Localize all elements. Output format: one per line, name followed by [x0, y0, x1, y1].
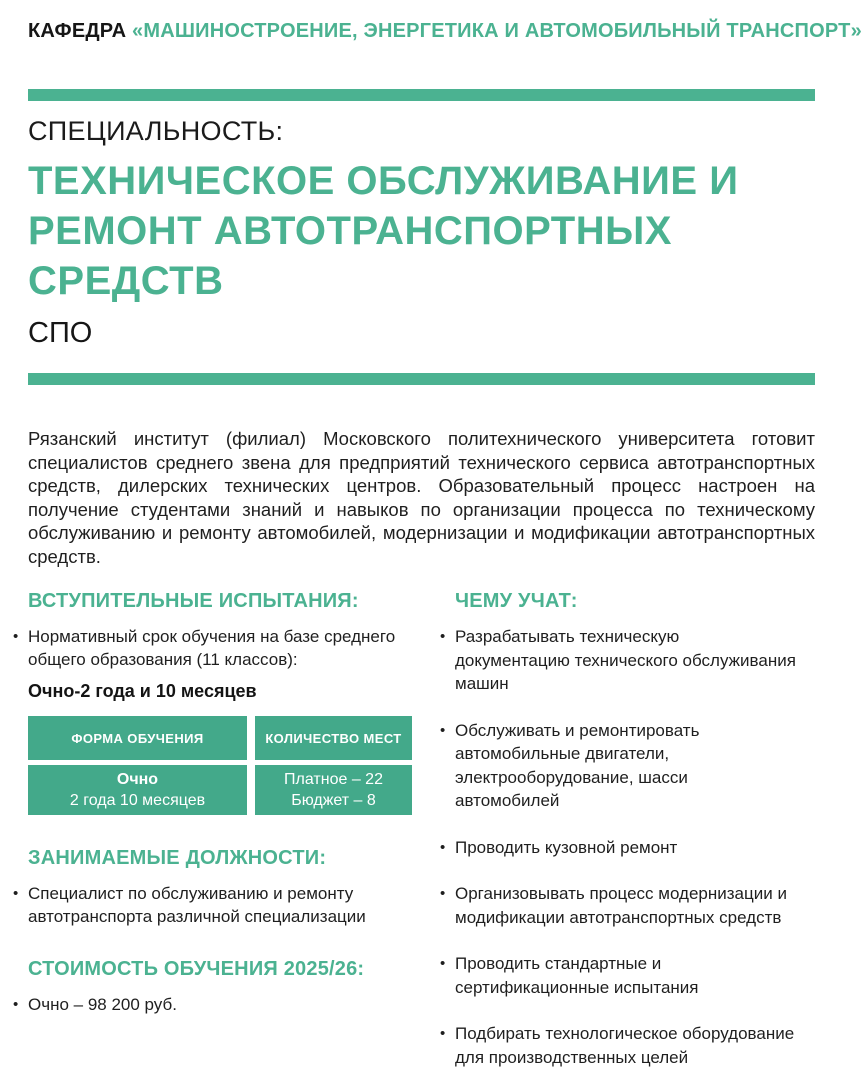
specialty-title-line-2: РЕМОНТ АВТОТРАНСПОРТНЫХ	[28, 209, 672, 253]
positions-heading: ЗАНИМАЕМЫЕ ДОЛЖНОСТИ:	[28, 847, 327, 869]
list-item: • Проводить кузовной ремонт	[439, 836, 797, 860]
entrance-exams-heading: ВСТУПИТЕЛЬНЫЕ ИСПЫТАНИЯ:	[28, 590, 359, 612]
tuition-cost-list	[12, 993, 415, 1016]
specialty-title-line-3: СРЕДСТВ	[28, 259, 224, 303]
specialty-label: СПЕЦИАЛЬНОСТЬ:	[28, 116, 284, 146]
specialty-title	[28, 156, 815, 306]
divider-bar-bottom	[28, 373, 815, 385]
list-item: • Специалист по обслуживанию и ремонту автотранспорта различной специализации	[12, 882, 415, 928]
department-label: КАФЕДРА	[28, 20, 127, 42]
left-column	[28, 590, 415, 1069]
list-item: • Организовывать процесс модернизации и модификации автотранспортных средств	[439, 882, 797, 929]
tuition-cost-heading: СТОИМОСТЬ ОБУЧЕНИЯ 2025/26:	[28, 958, 365, 980]
budget-places: Бюджет – 8	[291, 792, 376, 809]
admission-table	[28, 716, 415, 815]
list-item: • Нормативный срок обучения на базе среднего общего образования (11 классов):	[12, 625, 415, 671]
list-item: • Проводить стандартные и сертификационные испытания	[439, 952, 797, 999]
table-cell-places	[255, 765, 412, 815]
table-header-places: КОЛИЧЕСТВО МЕСТ	[255, 716, 412, 760]
skills-list	[439, 625, 797, 1069]
department-name: «МАШИНОСТРОЕНИЕ, ЭНЕРГЕТИКА И АВТОМОБИЛЬНЫЙ ТРАНСПОРТ»	[132, 20, 862, 42]
list-item: • Очно – 98 200 руб.	[12, 993, 415, 1016]
right-column	[439, 590, 797, 1069]
table-header-form: ФОРМА ОБУЧЕНИЯ	[28, 716, 247, 760]
list-item: • Обслуживать и ремонтировать автомобильные двигатели, электрооборудование, шасси автомобилей	[439, 719, 797, 813]
divider-bar-top	[28, 89, 815, 101]
two-column-layout	[28, 590, 815, 1069]
positions-list	[12, 882, 415, 928]
duration-note: Очно-2 года и 10 месяцев	[28, 681, 257, 701]
specialty-title-line-1: ТЕХНИЧЕСКОЕ ОБСЛУЖИВАНИЕ И	[28, 159, 739, 203]
list-item: • Разрабатывать техническую документацию технического обслуживания машин	[439, 625, 797, 696]
form-value: Очно	[116, 771, 159, 788]
department-header	[28, 20, 862, 43]
skills-heading: ЧЕМУ УЧАТ:	[455, 590, 578, 612]
table-cell-form	[28, 765, 247, 815]
list-item: • Подбирать технологическое оборудование для производственных целей	[439, 1022, 797, 1069]
intro-paragraph: Рязанский институт (филиал) Московского политехнического университета готовит специалистов среднего звена для предприятий технического сервиса автотранспортных средств, дилерских технических центров. Образовательный процесс настроен на получение студентами знаний и навыков по организации процесса по техническому обслуживанию и ремонту автомобилей, модернизации и модификации автотранспортных средств.	[28, 428, 815, 567]
form-duration: 2 года 10 месяцев	[69, 792, 206, 809]
education-level: СПО	[28, 317, 93, 349]
paid-places: Платное – 22	[284, 771, 383, 788]
entrance-exams-list	[12, 625, 415, 671]
